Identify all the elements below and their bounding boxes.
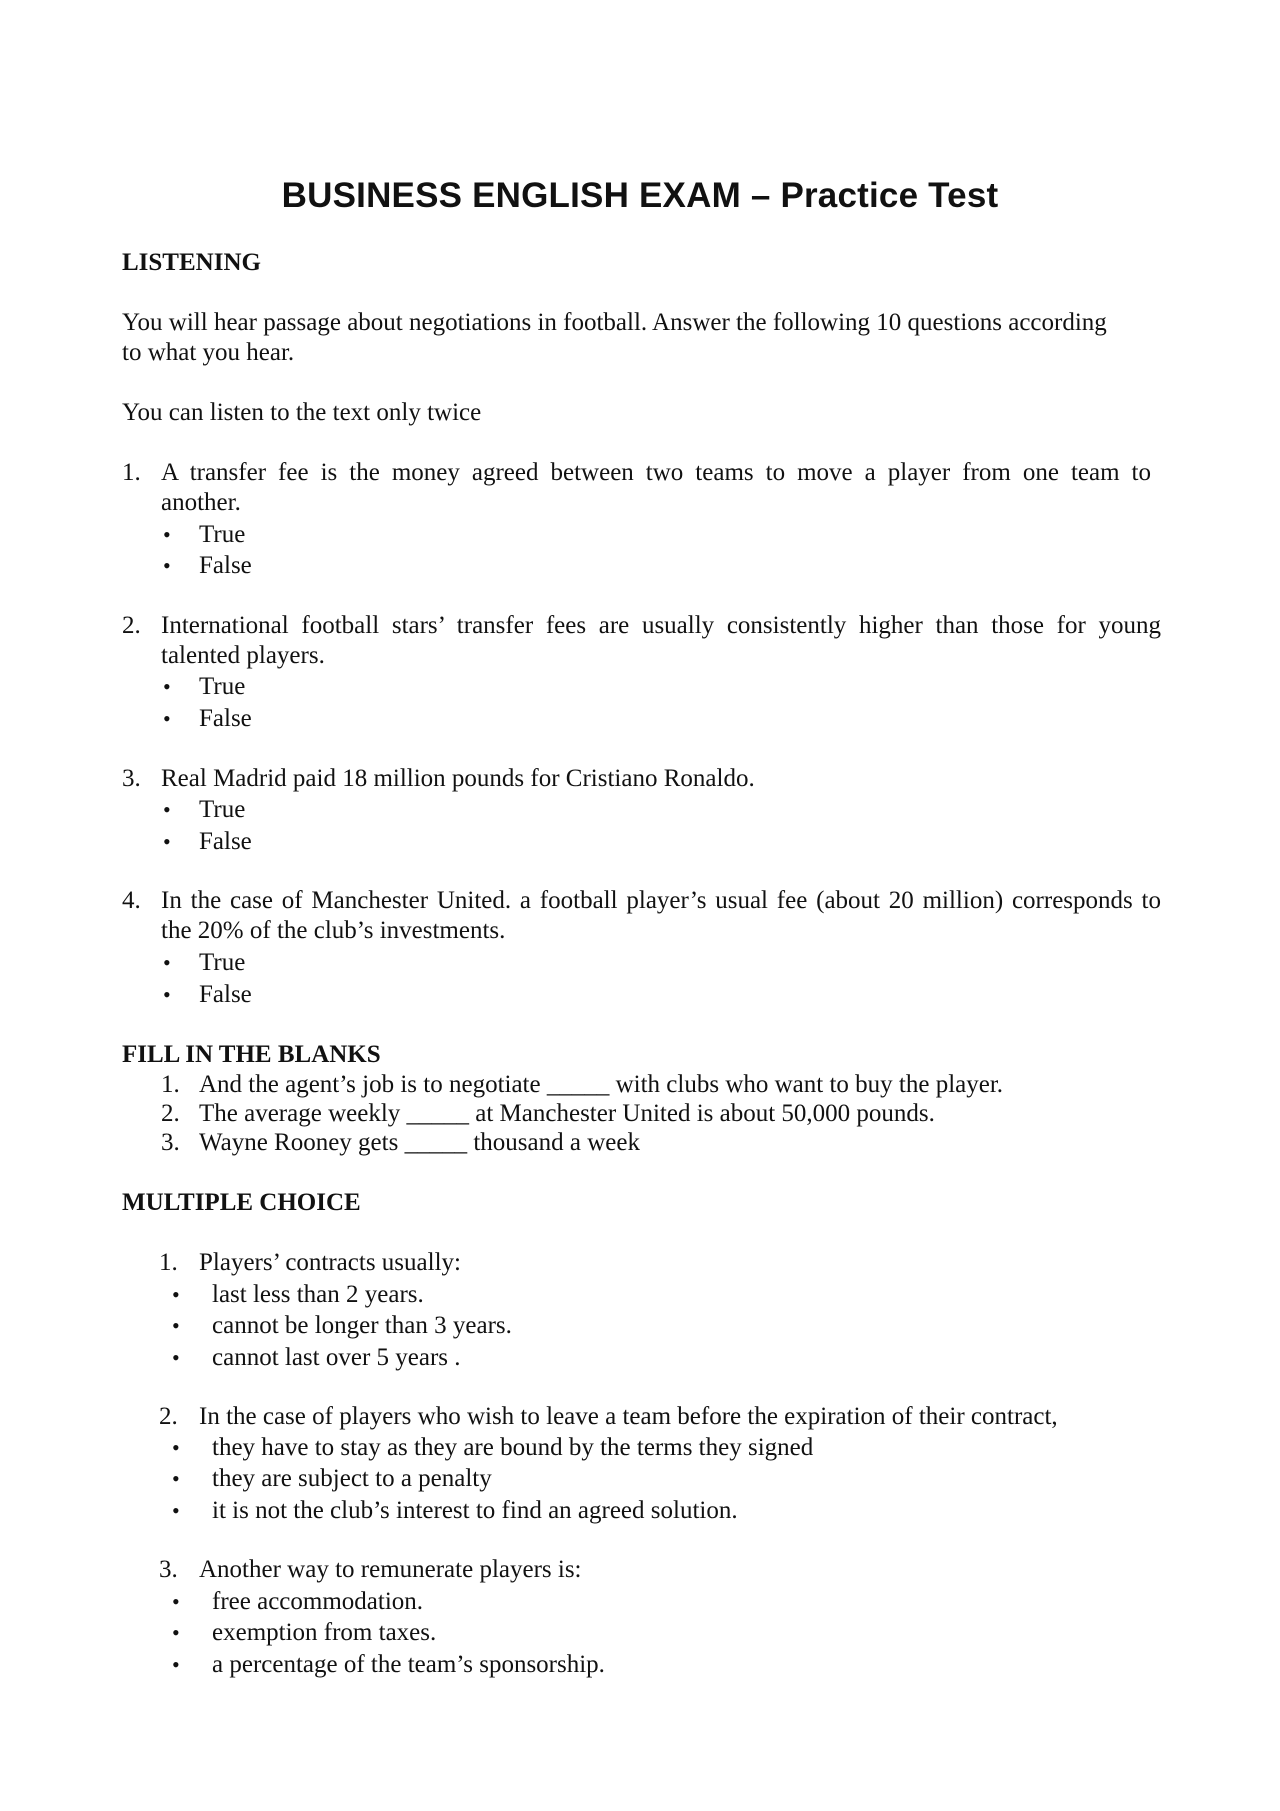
blank-number: 2. [161, 1100, 180, 1127]
listening-note: You can listen to the text only twice [122, 399, 482, 426]
bullet-icon: • [172, 1345, 180, 1370]
mc-option: they are subject to a penalty [212, 1465, 492, 1492]
question-text-cont: the 20% of the club’s investments. [161, 917, 506, 944]
question-text: In the case of Manchester United. a football player’s usual fee (about 20 million) corresponds to [161, 887, 1161, 914]
bullet-icon: • [172, 1435, 180, 1460]
question-text-cont: talented players. [161, 642, 325, 669]
question-number: 4. [122, 887, 141, 914]
mc-question-number: 1. [159, 1249, 178, 1276]
bullet-icon: • [172, 1589, 180, 1614]
bullet-icon: • [163, 674, 171, 699]
mc-option: it is not the club’s interest to find an agreed solution. [212, 1497, 738, 1524]
mc-question-text: In the case of players who wish to leave a team before the expiration of their contract, [199, 1403, 1058, 1430]
mc-option: last less than 2 years. [212, 1281, 424, 1308]
bullet-icon: • [163, 950, 171, 975]
mc-option: cannot last over 5 years . [212, 1344, 461, 1371]
question-number: 2. [122, 612, 141, 639]
mc-option: a percentage of the team’s sponsorship. [212, 1651, 605, 1678]
bullet-icon: • [172, 1498, 180, 1523]
blank-item: The average weekly _____ at Manchester United is about 50,000 pounds. [199, 1100, 935, 1127]
mc-question-number: 3. [159, 1556, 178, 1583]
answer-option: False [199, 828, 252, 855]
blank-item: Wayne Rooney gets _____ thousand a week [199, 1129, 640, 1156]
question-text: Real Madrid paid 18 million pounds for Cristiano Ronaldo. [161, 765, 755, 792]
question-text: A transfer fee is the money agreed between two teams to move a player from one team to [161, 459, 1151, 486]
bullet-icon: • [163, 706, 171, 731]
answer-option: True [199, 521, 246, 548]
question-text-cont: another. [161, 489, 241, 516]
bullet-icon: • [172, 1620, 180, 1645]
bullet-icon: • [163, 553, 171, 578]
mc-option: they have to stay as they are bound by the terms they signed [212, 1434, 814, 1461]
bullet-icon: • [163, 797, 171, 822]
answer-option: False [199, 705, 252, 732]
answer-option: True [199, 949, 246, 976]
listening-intro-line1: You will hear passage about negotiations in football. Answer the following 10 questions according [122, 309, 1107, 336]
answer-option: False [199, 981, 252, 1008]
question-number: 1. [122, 459, 141, 486]
bullet-icon: • [172, 1313, 180, 1338]
answer-option: False [199, 552, 252, 579]
answer-option: True [199, 673, 246, 700]
fill-blanks-heading: FILL IN THE BLANKS [122, 1041, 381, 1068]
page-title: BUSINESS ENGLISH EXAM – Practice Test [281, 176, 999, 215]
bullet-icon: • [163, 982, 171, 1007]
bullet-icon: • [172, 1466, 180, 1491]
mc-option: free accommodation. [212, 1588, 424, 1615]
question-number: 3. [122, 765, 141, 792]
mc-question-text: Another way to remunerate players is: [199, 1556, 582, 1583]
bullet-icon: • [163, 829, 171, 854]
bullet-icon: • [172, 1282, 180, 1307]
listening-heading: LISTENING [122, 249, 261, 276]
mc-question-number: 2. [159, 1403, 178, 1430]
listening-intro-line2: to what you hear. [122, 339, 295, 366]
answer-option: True [199, 796, 246, 823]
mc-option: cannot be longer than 3 years. [212, 1312, 512, 1339]
question-text: International football stars’ transfer fees are usually consistently higher than those for young [161, 612, 1161, 639]
mc-option: exemption from taxes. [212, 1619, 437, 1646]
bullet-icon: • [163, 522, 171, 547]
blank-number: 3. [161, 1129, 180, 1156]
mc-question-text: Players’ contracts usually: [199, 1249, 461, 1276]
multiple-choice-heading: MULTIPLE CHOICE [122, 1189, 361, 1216]
blank-item: And the agent’s job is to negotiate _____ with clubs who want to buy the player. [199, 1071, 1004, 1098]
blank-number: 1. [161, 1071, 180, 1098]
bullet-icon: • [172, 1652, 180, 1677]
